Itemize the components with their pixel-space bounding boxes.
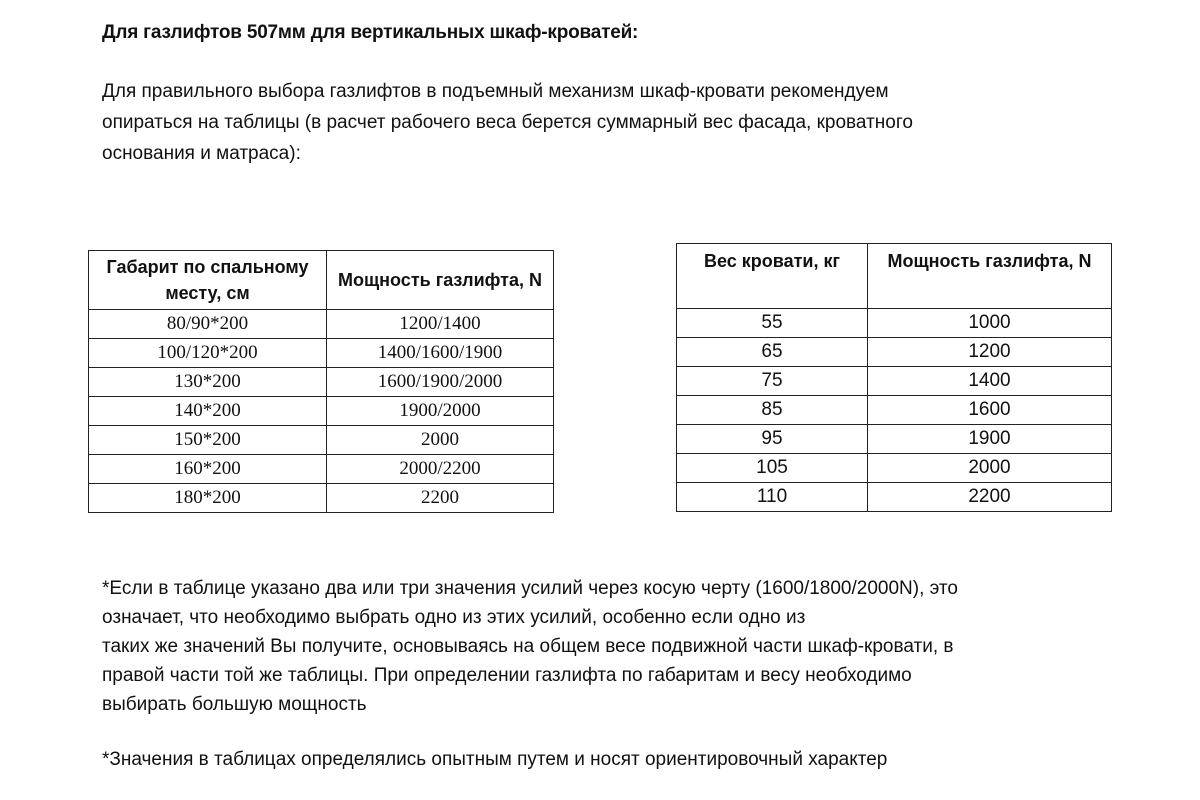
- power-cell: 1200/1400: [327, 310, 554, 339]
- power-cell: 2200: [868, 483, 1112, 512]
- intro-line: Для правильного выбора газлифтов в подъемный механизм шкаф-кровати рекомендуем: [102, 81, 889, 102]
- power-cell: 2000: [327, 426, 554, 455]
- power-cell: 2000: [868, 454, 1112, 483]
- intro-line: опираться на таблицы (в расчет рабочего веса берется суммарный вес фасада, кроватного: [102, 112, 913, 133]
- table-row: [677, 425, 1112, 454]
- table-row: [89, 310, 554, 339]
- note-line: выбирать большую мощность: [102, 694, 367, 715]
- table-row: [89, 368, 554, 397]
- size-power-table: [88, 250, 554, 513]
- power-cell: 1600: [868, 396, 1112, 425]
- header-size: Габарит по спальному месту, см: [89, 251, 327, 310]
- table-row: [677, 309, 1112, 338]
- table-row: [677, 367, 1112, 396]
- weight-cell: 55: [677, 309, 868, 338]
- power-cell: 1200: [868, 338, 1112, 367]
- power-cell: 1000: [868, 309, 1112, 338]
- power-cell: 1400/1600/1900: [327, 339, 554, 368]
- power-cell: 1600/1900/2000: [327, 368, 554, 397]
- size-cell: 80/90*200: [89, 310, 327, 339]
- table-header-row: [89, 251, 554, 310]
- header-power: Мощность газлифта, N: [868, 244, 1112, 309]
- weight-cell: 75: [677, 367, 868, 396]
- power-cell: 2200: [327, 484, 554, 513]
- weight-power-table: [676, 243, 1112, 512]
- size-cell: 140*200: [89, 397, 327, 426]
- size-cell: 100/120*200: [89, 339, 327, 368]
- header-power: Мощность газлифта, N: [327, 251, 554, 310]
- table-row: [89, 455, 554, 484]
- table-row: [677, 454, 1112, 483]
- note-line: означает, что необходимо выбрать одно из этих усилий, особенно если одно из: [102, 607, 806, 628]
- note-line: *Значения в таблицах определялись опытным путем и носят ориентировочный характер: [102, 749, 888, 770]
- header-weight: Вес кровати, кг: [677, 244, 868, 309]
- intro-paragraph: [102, 76, 1062, 169]
- power-cell: 2000/2200: [327, 455, 554, 484]
- document-heading: Для газлифтов 507мм для вертикальных шкаф-кроватей:: [102, 22, 639, 43]
- table-row: [89, 426, 554, 455]
- power-cell: 1900: [868, 425, 1112, 454]
- note-line: таких же значений Вы получите, основываясь на общем весе подвижной части шкаф-кровати, в: [102, 636, 954, 657]
- table-row: [677, 396, 1112, 425]
- size-cell: 150*200: [89, 426, 327, 455]
- weight-cell: 95: [677, 425, 868, 454]
- power-cell: 1900/2000: [327, 397, 554, 426]
- weight-cell: 65: [677, 338, 868, 367]
- footnote-approximate: [102, 745, 1102, 774]
- size-cell: 130*200: [89, 368, 327, 397]
- table-row: [677, 338, 1112, 367]
- table-row: [89, 397, 554, 426]
- table-row: [89, 339, 554, 368]
- note-line: правой части той же таблицы. При определении газлифта по габаритам и весу необходимо: [102, 665, 912, 686]
- size-cell: 180*200: [89, 484, 327, 513]
- table-header-row: [677, 244, 1112, 309]
- weight-cell: 110: [677, 483, 868, 512]
- size-cell: 160*200: [89, 455, 327, 484]
- footnote-multiple-values: [102, 574, 1102, 719]
- weight-cell: 85: [677, 396, 868, 425]
- table-row: [89, 484, 554, 513]
- table-row: [677, 483, 1112, 512]
- intro-line: основания и матраса):: [102, 143, 301, 164]
- note-line: *Если в таблице указано два или три значения усилий через косую черту (1600/1800/2000N), это: [102, 578, 958, 599]
- power-cell: 1400: [868, 367, 1112, 396]
- weight-cell: 105: [677, 454, 868, 483]
